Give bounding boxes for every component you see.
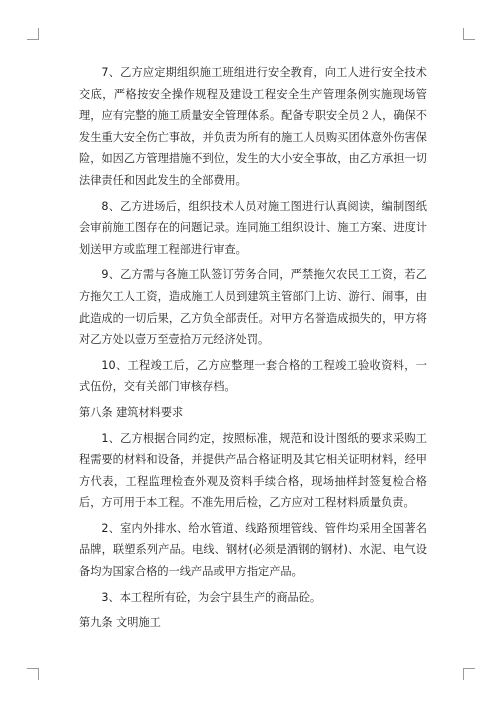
clause-10-paragraph: 10、工程竣工后，乙方应整理一套合格的工程竣工验收资料，一式伍份，交有关部门审核存档。: [79, 358, 427, 394]
crop-mark-bottom-right: [463, 668, 475, 680]
article-8-item-2: 2、室内外排水、给水管道、线路预埋管线、管件均采用全国著名品牌，联塑系列产品。电线、钢材(必须是酒钢的钢材)、水泥、电气设备均为国家合格的一线产品或甲方指定产品。: [79, 521, 427, 579]
article-8-item-3: 3、本工程所有砼，为会宁县生产的商品砼。: [101, 590, 322, 604]
article-9-heading: 第九条 文明施工: [79, 616, 161, 630]
article-8-heading: 第八条 建筑材料要求: [79, 405, 184, 419]
crop-mark-top-left: [27, 28, 39, 40]
clause-8-paragraph: 8、乙方进场后，组织技术人员对施工图进行认真阅读，编制图纸会审前施工图存在的问题记录。连同施工组织设计、施工方案、进度计划送甲方或监理工程部进行审查。: [79, 199, 427, 256]
clause-7-paragraph: 7、乙方应定期组织施工班组进行安全教育，向工人进行安全技术交底，严格按安全操作规程及建设工程安全生产管理条例实施现场管理，应有完整的施工质量安全管理体系。配备专职安全员２人，确保不发生重大安全伤亡事故，并负责为所有的施工人员购买团体意外伤害保险，如因乙方管理措施不到位，发生的大小安全事故，由乙方承担一切法律责任和因此发生的全部费用。: [79, 66, 427, 187]
document-body: [79, 62, 427, 638]
crop-mark-top-right: [463, 28, 475, 40]
clause-9-paragraph: 9、乙方需与各施工队签订劳务合同，严禁拖欠农民工工资，若乙方拖欠工人工资，造成施工人员到建筑主管部门上访、游行、闹事，由此造成的一切后果，乙方负全部责任。对甲方名誉造成损失的，甲方将对乙方处以壹万至壹拾万元经济处罚。: [79, 268, 427, 347]
article-8-item-1: 1、乙方根据合同约定，按照标准，规范和设计图纸的要求采购工程需要的材料和设备，并提供产品合格证明及其它相关证明材料，经甲方代表，工程监理检查外观及资料手续合格，现场抽样封签复检合格后，方可用于本工程。不准先用后检，乙方应对工程材料质量负责。: [79, 431, 427, 510]
crop-mark-bottom-left: [27, 668, 39, 680]
